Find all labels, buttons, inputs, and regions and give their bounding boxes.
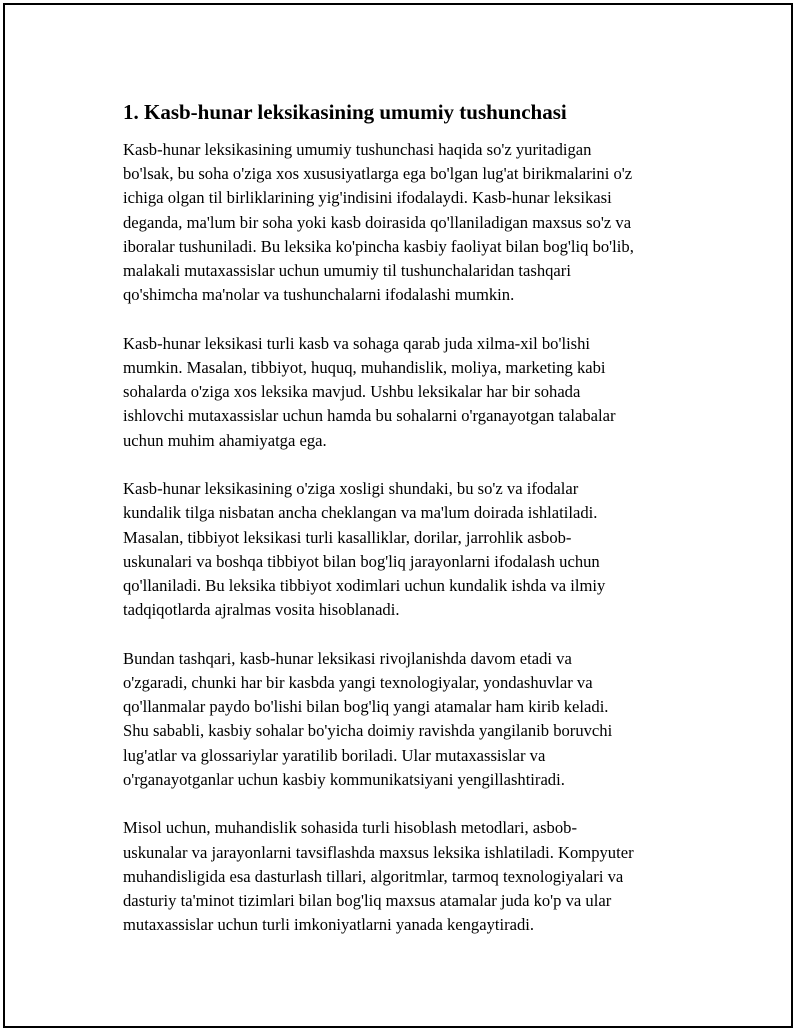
paragraph-5: [123, 816, 703, 937]
text-line: malakali mutaxassislar uchun umumiy til tushunchalaridan tashqari: [123, 261, 571, 281]
text-line: o'zgaradi, chunki har bir kasbda yangi texnologiyalar, yondashuvlar va: [123, 673, 593, 693]
text-line: qo'llaniladi. Bu leksika tibbiyot xodimlari uchun kundalik ishda va ilmiy: [123, 576, 606, 596]
text-line: o'rganayotganlar uchun kasbiy kommunikatsiyani yengillashtiradi.: [123, 769, 565, 789]
paragraph-3: [123, 477, 703, 622]
text-line: bo'lsak, bu soha o'ziga xos xususiyatlarga ega bo'lgan lug'at birikmalarini o'z: [123, 164, 633, 184]
text-line: dasturiy ta'minot tizimlari bilan bog'liq maxsus atamalar juda ko'p va ular: [123, 891, 612, 911]
text-line: sohalarda o'ziga xos leksika mavjud. Ushbu leksikalar har bir sohada: [123, 382, 581, 402]
text-line: Misol uchun, muhandislik sohasida turli hisoblash metodlari, asbob-: [123, 818, 577, 838]
paragraph-1: [123, 138, 703, 307]
document-body: [123, 98, 703, 937]
page-frame: [3, 3, 793, 1028]
text-line: tadqiqotlarda ajralmas vosita hisoblanadi.: [123, 600, 400, 620]
text-line: ishlovchi mutaxassislar uchun hamda bu sohalarni o'rganayotgan talabalar: [123, 406, 616, 426]
text-line: uchun muhim ahamiyatga ega.: [123, 430, 327, 450]
text-line: mumkin. Masalan, tibbiyot, huquq, muhandislik, moliya, marketing kabi: [123, 358, 606, 378]
text-line: uskunalar va jarayonlarni tavsiflashda maxsus leksika ishlatiladi. Kompyuter: [123, 842, 634, 862]
text-line: muhandisligida esa dasturlash tillari, algoritmlar, tarmoq texnologiyalari va: [123, 866, 624, 886]
text-line: Kasb-hunar leksikasining umumiy tushunchasi haqida so'z yuritadigan: [123, 140, 592, 159]
text-line: mutaxassislar uchun turli imkoniyatlarni yanada kengaytiradi.: [123, 915, 535, 935]
paragraph-4: [123, 647, 703, 792]
text-line: Shu sababli, kasbiy sohalar bo'yicha doimiy ravishda yangilanib boruvchi: [123, 721, 613, 741]
text-line: Kasb-hunar leksikasining o'ziga xosligi shundaki, bu so'z va ifodalar: [123, 479, 579, 499]
text-line: qo'llanmalar paydo bo'lishi bilan bog'liq yangi atamalar ham kirib keladi.: [123, 697, 609, 717]
text-line: uskunalari va boshqa tibbiyot bilan bog'liq jarayonlarni ifodalash uchun: [123, 551, 600, 571]
text-line: lug'atlar va glossariylar yaratilib boriladi. Ular mutaxassislar va: [123, 745, 546, 765]
section-heading: 1. Kasb-hunar leksikasining umumiy tushunchasi: [123, 100, 567, 124]
text-line: Bundan tashqari, kasb-hunar leksikasi rivojlanishda davom etadi va: [123, 648, 572, 668]
text-line: qo'shimcha ma'nolar va tushunchalarni ifodalashi mumkin.: [123, 285, 515, 305]
text-line: Kasb-hunar leksikasi turli kasb va sohaga qarab juda xilma-xil bo'lishi: [123, 333, 591, 353]
text-line: Masalan, tibbiyot leksikasi turli kasalliklar, dorilar, jarrohlik asbob-: [123, 527, 572, 547]
text-line: ichiga olgan til birliklarining yig'indisini ifodalaydi. Kasb-hunar leksikasi: [123, 188, 612, 208]
text-line: iboralar tushuniladi. Bu leksika ko'pincha kasbiy faoliyat bilan bog'liq bo'lib,: [123, 236, 634, 256]
text-line: kundalik tilga nisbatan ancha cheklangan va ma'lum doirada ishlatiladi.: [123, 503, 598, 523]
text-line: deganda, ma'lum bir soha yoki kasb doirasida qo'llaniladigan maxsus so'z va: [123, 212, 632, 232]
paragraph-2: [123, 332, 703, 453]
